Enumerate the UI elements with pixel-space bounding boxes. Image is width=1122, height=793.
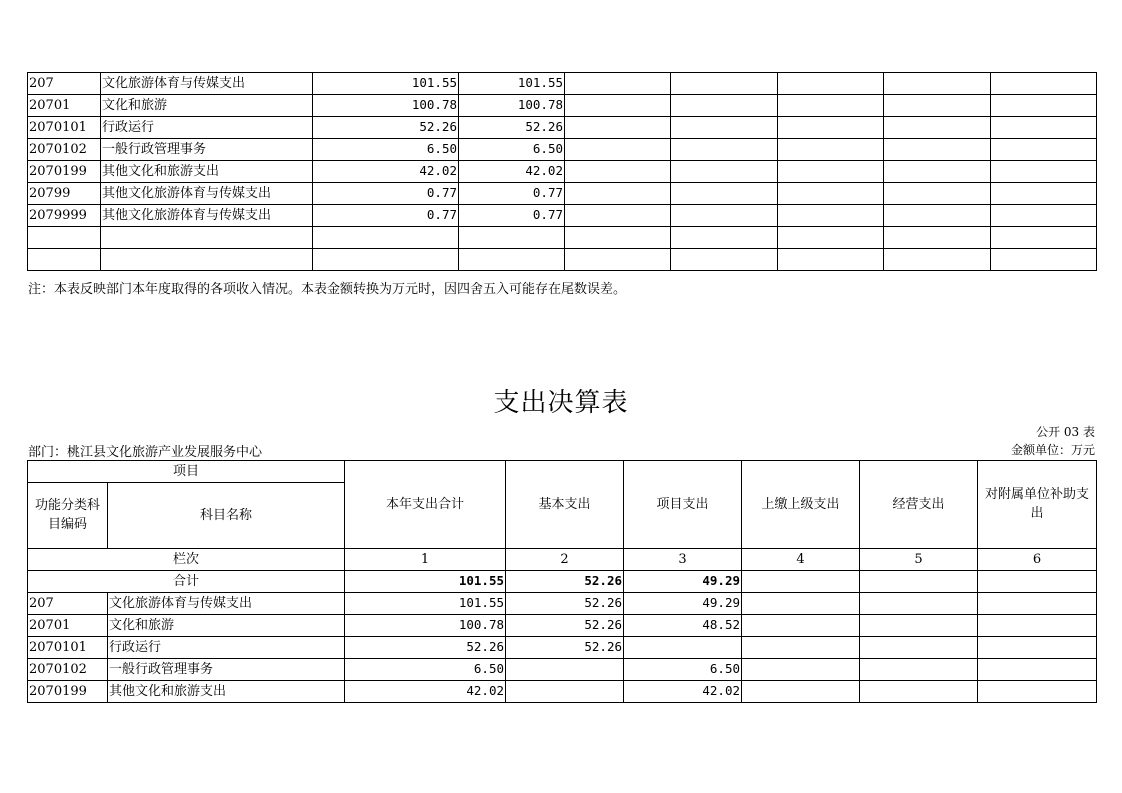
empty-cell: [742, 659, 860, 681]
income-table-body: [28, 73, 1097, 271]
amount: 0.77: [459, 183, 565, 205]
amount: 0.77: [313, 205, 459, 227]
empty-cell: [671, 73, 778, 95]
empty-cell: [884, 117, 991, 139]
empty-cell: [978, 681, 1097, 703]
subject-code: 20701: [28, 615, 108, 637]
table-row: [28, 637, 1097, 659]
empty-cell: [860, 593, 978, 615]
total-label: 合计: [28, 571, 345, 593]
amount: 49.29: [624, 593, 742, 615]
amount: 100.78: [459, 95, 565, 117]
empty-cell: [884, 73, 991, 95]
empty-cell: [565, 183, 671, 205]
col-number: 3: [624, 549, 742, 571]
table-row: [28, 205, 1097, 227]
amount: 42.02: [624, 681, 742, 703]
subject-name: 其他文化和旅游支出: [101, 161, 313, 183]
empty-cell: [565, 227, 671, 249]
income-table-continuation: [27, 72, 1097, 271]
empty-cell: [565, 139, 671, 161]
subject-code: 2070101: [28, 117, 101, 139]
amount: 101.55: [313, 73, 459, 95]
header-item: 项目: [28, 461, 345, 483]
amount: 52.26: [313, 117, 459, 139]
amount: [313, 249, 459, 271]
subject-code: 20799: [28, 183, 101, 205]
subject-code: [28, 227, 101, 249]
amount: 52.26: [506, 615, 624, 637]
empty-cell: [884, 95, 991, 117]
amount: 52.26: [459, 117, 565, 139]
empty-cell: [671, 183, 778, 205]
total-value: 101.55: [345, 571, 506, 593]
subject-code: 207: [28, 593, 108, 615]
empty-cell: [565, 95, 671, 117]
subject-code: 2070102: [28, 659, 108, 681]
empty-cell: [860, 659, 978, 681]
table-row: [28, 161, 1097, 183]
empty-cell: [671, 117, 778, 139]
col-number: 6: [978, 549, 1097, 571]
empty-cell: [778, 73, 884, 95]
table-row: [28, 139, 1097, 161]
subject-code: 2070199: [28, 161, 101, 183]
amount: 52.26: [506, 593, 624, 615]
table-row: [28, 73, 1097, 95]
empty-cell: [778, 249, 884, 271]
empty-cell: [978, 615, 1097, 637]
empty-cell: [991, 117, 1097, 139]
empty-cell: [742, 681, 860, 703]
amount: 42.02: [313, 161, 459, 183]
empty-cell: [671, 205, 778, 227]
subject-name: [101, 227, 313, 249]
amount: 6.50: [624, 659, 742, 681]
total-row: [28, 571, 1097, 593]
empty-cell: [565, 249, 671, 271]
department-label: 部门：桃江县文化旅游产业发展服务中心: [28, 445, 263, 460]
amount: 101.55: [459, 73, 565, 95]
subject-name: 文化旅游体育与传媒支出: [108, 593, 345, 615]
empty-cell: [778, 117, 884, 139]
empty-cell: [884, 139, 991, 161]
amount: 42.02: [345, 681, 506, 703]
empty-cell: [884, 205, 991, 227]
empty-cell: [778, 161, 884, 183]
empty-cell: [978, 593, 1097, 615]
empty-cell: [671, 249, 778, 271]
table-code: 公开 03 表: [1036, 425, 1095, 439]
col-number: 4: [742, 549, 860, 571]
amount: 0.77: [313, 183, 459, 205]
total-value: 49.29: [624, 571, 742, 593]
subject-code: 2070199: [28, 681, 108, 703]
amount: 42.02: [459, 161, 565, 183]
empty-cell: [884, 249, 991, 271]
header-col-2: 基本支出: [506, 461, 624, 549]
empty-cell: [778, 205, 884, 227]
empty-cell: [991, 95, 1097, 117]
subject-name: [101, 249, 313, 271]
page-title: 支出决算表: [493, 388, 629, 418]
table-note: 注：本表反映部门本年度取得的各项收入情况。本表金额转换为万元时，因四舍五入可能存在尾数误差。: [28, 282, 627, 297]
subject-name: 文化旅游体育与传媒支出: [101, 73, 313, 95]
amount: [506, 681, 624, 703]
empty-cell: [778, 227, 884, 249]
empty-cell: [884, 161, 991, 183]
amount: 0.77: [459, 205, 565, 227]
header-name: 科目名称: [108, 483, 345, 549]
header-col-4: 上缴上级支出: [742, 461, 860, 549]
subject-name: 文化和旅游: [101, 95, 313, 117]
subject-code: 207: [28, 73, 101, 95]
expense-table: [27, 460, 1097, 703]
subject-name: 文化和旅游: [108, 615, 345, 637]
amount: [624, 637, 742, 659]
empty-cell: [565, 161, 671, 183]
subject-code: 20701: [28, 95, 101, 117]
header-col-6: 对附属单位补助支出: [978, 461, 1097, 549]
empty-cell: [991, 227, 1097, 249]
empty-cell: [991, 183, 1097, 205]
col-number: 1: [345, 549, 506, 571]
subject-code: 2070101: [28, 637, 108, 659]
table-row: [28, 615, 1097, 637]
empty-cell: [671, 161, 778, 183]
header-col-3: 项目支出: [624, 461, 742, 549]
amount: 6.50: [345, 659, 506, 681]
empty-cell: [778, 139, 884, 161]
empty-cell: [742, 637, 860, 659]
empty-cell: [565, 117, 671, 139]
table-row: [28, 227, 1097, 249]
amount: 48.52: [624, 615, 742, 637]
table-row: [28, 593, 1097, 615]
empty-cell: [991, 161, 1097, 183]
header-col-1: 本年支出合计: [345, 461, 506, 549]
row-number-label: 栏次: [28, 549, 345, 571]
subject-name: 其他文化旅游体育与传媒支出: [101, 183, 313, 205]
empty-cell: [565, 205, 671, 227]
col-number: 2: [506, 549, 624, 571]
table-row: [28, 249, 1097, 271]
amount: 101.55: [345, 593, 506, 615]
subject-code: 2079999: [28, 205, 101, 227]
empty-cell: [884, 227, 991, 249]
empty-cell: [778, 95, 884, 117]
subject-name: 其他文化旅游体育与传媒支出: [101, 205, 313, 227]
empty-cell: [742, 593, 860, 615]
amount: 100.78: [313, 95, 459, 117]
empty-cell: [860, 637, 978, 659]
header-code: 功能分类科目编码: [28, 483, 108, 549]
amount: [459, 249, 565, 271]
table-row: [28, 659, 1097, 681]
empty-cell: [991, 249, 1097, 271]
subject-name: 一般行政管理事务: [108, 659, 345, 681]
header-col-5: 经营支出: [860, 461, 978, 549]
subject-code: [28, 249, 101, 271]
table-row: [28, 117, 1097, 139]
empty-cell: [742, 615, 860, 637]
amount: 6.50: [459, 139, 565, 161]
amount: 6.50: [313, 139, 459, 161]
empty-cell: [860, 681, 978, 703]
empty-cell: [565, 73, 671, 95]
empty-cell: [978, 659, 1097, 681]
empty-cell: [671, 95, 778, 117]
empty-cell: [991, 205, 1097, 227]
amount: 52.26: [506, 637, 624, 659]
table-row: [28, 183, 1097, 205]
expense-table-body: [28, 593, 1097, 703]
empty-cell: [860, 615, 978, 637]
subject-name: 行政运行: [108, 637, 345, 659]
subject-name: 其他文化和旅游支出: [108, 681, 345, 703]
total-value: 52.26: [506, 571, 624, 593]
amount: [459, 227, 565, 249]
subject-name: 行政运行: [101, 117, 313, 139]
col-number: 5: [860, 549, 978, 571]
empty-cell: [991, 73, 1097, 95]
table-row: [28, 681, 1097, 703]
empty-cell: [671, 139, 778, 161]
amount: 100.78: [345, 615, 506, 637]
empty-cell: [671, 227, 778, 249]
amount: [313, 227, 459, 249]
subject-code: 2070102: [28, 139, 101, 161]
empty-cell: [778, 183, 884, 205]
amount: 52.26: [345, 637, 506, 659]
table-row: [28, 95, 1097, 117]
unit-label: 金额单位：万元: [1010, 443, 1095, 457]
empty-cell: [884, 183, 991, 205]
empty-cell: [991, 139, 1097, 161]
empty-cell: [978, 637, 1097, 659]
subject-name: 一般行政管理事务: [101, 139, 313, 161]
amount: [506, 659, 624, 681]
